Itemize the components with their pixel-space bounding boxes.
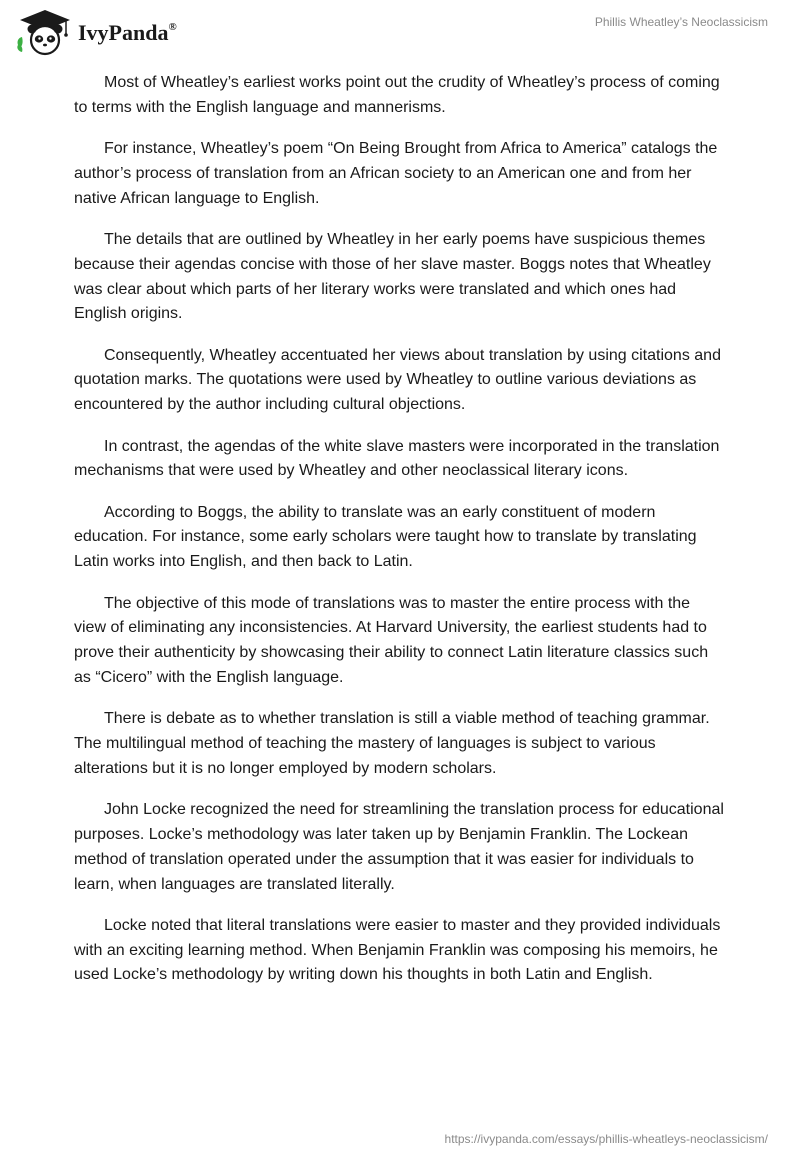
panda-graduation-cap-icon <box>14 8 76 56</box>
paragraph: Locke noted that literal translations were easier to master and they provided individuals with an exciting learning method. When Benjamin Franklin was composing his memoirs, he used Locke’s methodology by writing down his thoughts in both Latin and English. <box>74 916 721 984</box>
paragraph: According to Boggs, the ability to translate was an early constituent of modern education. For instance, some early scholars were taught how to translate by translating Latin works into English, and then back to Latin. <box>74 503 697 571</box>
page-header <box>0 0 800 60</box>
source-url-link[interactable]: https://ivypanda.com/essays/phillis-wheatleys-neoclassicism/ <box>444 1132 768 1146</box>
paragraph: John Locke recognized the need for streamlining the translation process for educational purposes. Locke’s methodology was later taken up by Benjamin Franklin. The Lockean method of translation operated under the assumption that it was easier for individuals to learn, when languages are translated literally. <box>74 801 724 893</box>
paragraph: Consequently, Wheatley accentuated her views about translation by using citations and quotation marks. The quotations were used by Wheatley to outline various deviations as encountered by the author including cultural objections. <box>74 346 721 414</box>
paragraph: The objective of this mode of translations was to master the entire process with the view of eliminating any inconsistencies. At Harvard University, the earliest students had to prove their authenticity by showcasing their ability to connect Latin literature classics such as “Cicero” with the English language. <box>74 594 709 686</box>
document-title: Phillis Wheatley’s Neoclassicism <box>594 15 768 29</box>
paragraph: The details that are outlined by Wheatley in her early poems have suspicious themes because their agendas concise with those of her slave master. Boggs notes that Wheatley was clear about which parts of her literary works were translated and which ones had English origins. <box>74 230 711 323</box>
paragraph: For instance, Wheatley’s poem “On Being Brought from Africa to America” catalogs the author’s process of translation from an African society to an American one and from her native African language to English. <box>74 140 718 207</box>
paragraph: Most of Wheatley’s earliest works point out the crudity of Wheatley’s process of coming to terms with the English language and mannerisms. <box>74 74 720 116</box>
essay-body <box>74 71 726 1005</box>
brand-name: IvyPanda® <box>78 20 177 45</box>
brand-logo[interactable] <box>14 8 177 56</box>
paragraph: In contrast, the agendas of the white slave masters were incorporated in the translation mechanisms that were used by Wheatley and other neoclassical literary icons. <box>74 437 720 480</box>
paragraph: There is debate as to whether translation is still a viable method of teaching grammar. The multilingual method of teaching the mastery of languages is subject to various alterations but it is no longer employed by modern scholars. <box>74 710 710 777</box>
